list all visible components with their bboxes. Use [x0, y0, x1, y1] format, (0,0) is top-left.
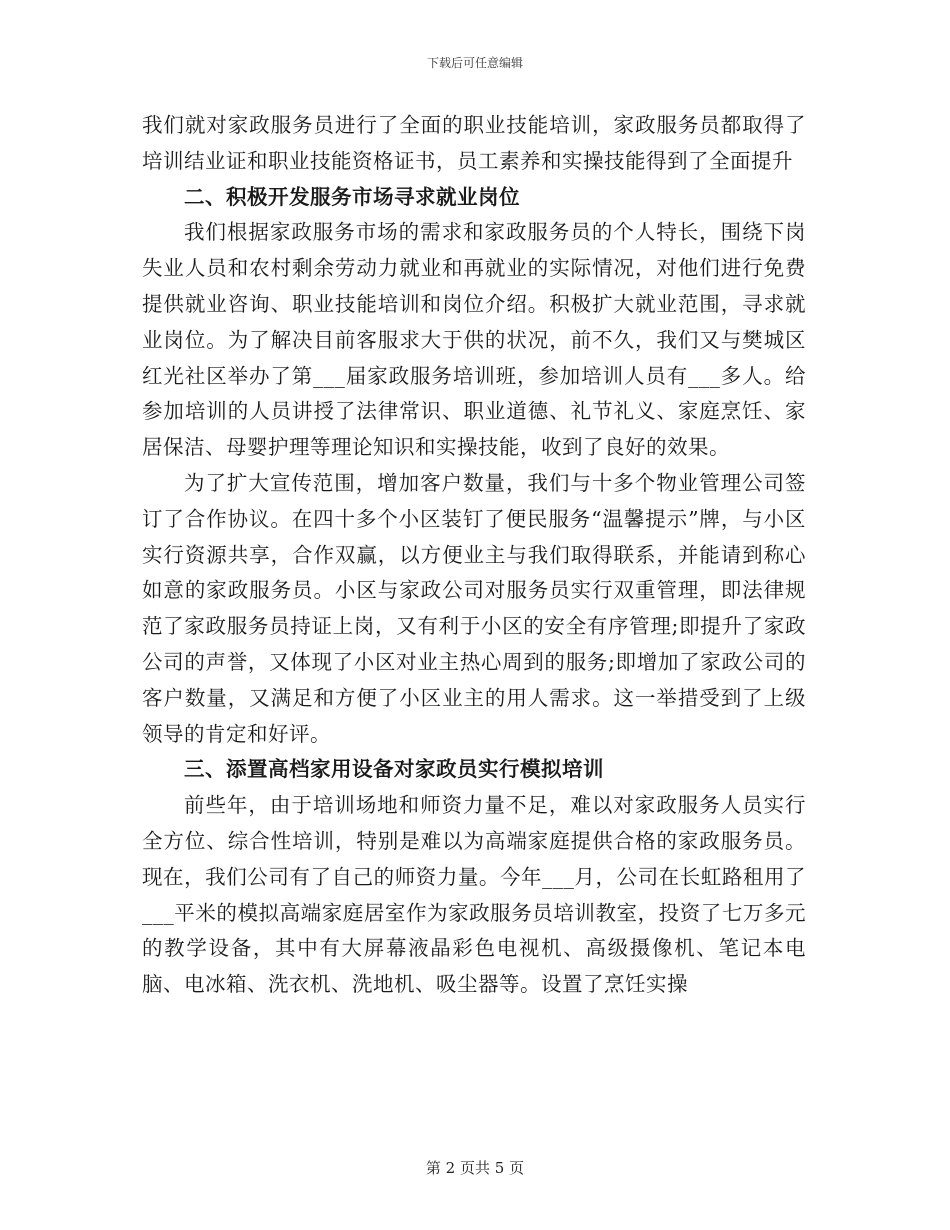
paragraph-continuation: 我们就对家政服务员进行了全面的职业技能培训，家政服务员都取得了培训结业证和职业技能资格证书，员工素养和实操技能得到了全面提升 — [142, 113, 806, 173]
page-footer: 第 2 页共 5 页 — [425, 1159, 525, 1177]
paragraph-job-market: 我们根据家政服务市场的需求和家政服务员的个人特长，围绕下岗失业人员和农村剩余劳动力就业和再就业的实际情况，对他们进行免费提供就业咨询、职业技能培训和岗位介绍。积极扩大就业范围，寻求就业岗位。为了解决目前客服求大于供的状况，前不久，我们又与樊城区红光社区举办了第___届家政服务培训班，参加培训人员有___多人。给参加培训的人员讲授了法律常识、职业道德、礼节礼义、家庭烹饪、家居保洁、母婴护理等理论知识和实操技能，收到了良好的效果。 — [142, 220, 806, 460]
paragraph-simulation-training: 前些年，由于培训场地和师资力量不足，难以对家政服务人员实行全方位、综合性培训，特别是难以为高端家庭提供合格的家政服务员。现在，我们公司有了自己的师资力量。今年___月，公司在长虹路租用了___平米的模拟高端家庭居室作为家政服务员培训教室，投资了七万多元的教学设备，其中有大屏幕液晶彩色电视机、高级摄像机、笔记本电脑、电冰箱、洗衣机、洗地机、吸尘器等。设置了烹饪实操 — [142, 793, 806, 997]
paragraph-property-cooperation: 为了扩大宣传范围，增加客户数量，我们与十多个物业管理公司签订了合作协议。在四十多个小区装钉了便民服务“温馨提示”牌，与小区实行资源共享，合作双赢，以方便业主与我们取得联系，并能请到称心如意的家政服务员。小区与家政公司对服务员实行双重管理，即法律规范了家政服务员持证上岗，又有利于小区的安全有序管理;即提升了家政公司的声誉，又体现了小区对业主热心周到的服务;即增加了家政公司的客户数量，又满足和方便了小区业主的用人需求。这一举措受到了上级领导的肯定和好评。 — [142, 470, 806, 746]
section-heading-2: 二、积极开发服务市场寻求就业岗位 — [184, 184, 520, 209]
document-body — [142, 108, 806, 1003]
page-header: 下载后可任意编辑 — [426, 56, 523, 70]
section-heading-3: 三、添置高档家用设备对家政员实行模拟培训 — [184, 757, 604, 782]
